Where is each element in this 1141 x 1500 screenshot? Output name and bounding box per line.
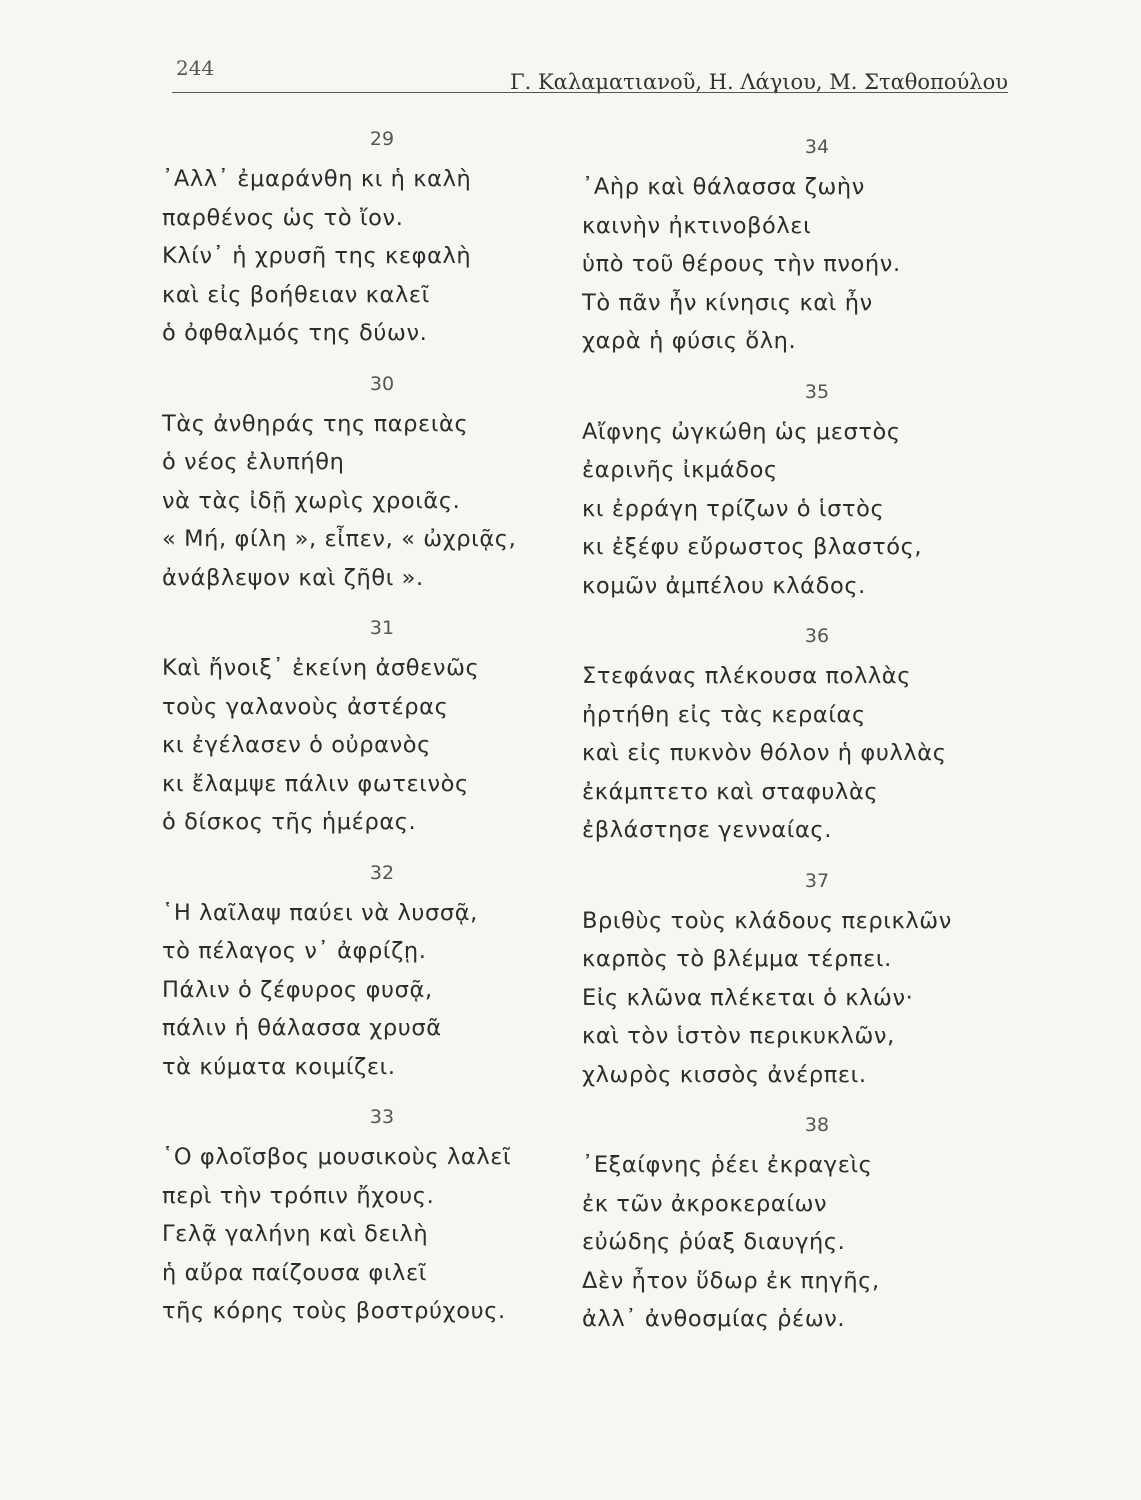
verse-line: ἐαρινῆς ἰκμάδος <box>582 457 778 483</box>
verse-line: Βριθὺς τοὺς κλάδους περικλῶν <box>582 907 952 934</box>
verse-line: ὁ δίσκος τῆς ἡμέρας. <box>162 809 417 835</box>
verse-line: Στεφάνας πλέκουσα πολλὰς <box>582 663 912 689</box>
verse-line: κι ἐξέφυ εὔρωστος βλαστός, <box>582 534 923 560</box>
verse-line: καὶ τὸν ἱστὸν περικυκλῶν, <box>582 1023 895 1049</box>
stanza-number: 31 <box>369 617 395 639</box>
verse-line: ῾Η λαῖλαψ παύει νὰ λυσσᾷ, <box>162 899 478 926</box>
verse-line: καινὴν ἠκτινοβόλει <box>582 212 812 239</box>
verse-line: εὐώδης ῥύαξ διαυγής. <box>582 1229 846 1255</box>
verse-line: κι ἐρράγη τρίζων ὁ ἱστὸς <box>582 495 885 522</box>
stanza-33 <box>162 1098 562 1331</box>
verse-line: κι ἔλαμψε πάλιν φωτεινὸς <box>162 770 469 797</box>
verse-line: Δὲν ἦτον ὕδωρ ἐκ πηγῆς, <box>582 1267 880 1294</box>
verse-line: τοὺς γαλανοὺς ἀστέρας <box>162 693 449 720</box>
verse-line: Εἰς κλῶνα πλέκεται ὁ κλών· <box>582 984 914 1011</box>
page-number: 244 <box>176 56 215 80</box>
verse-line: « Μή, φίλη », εἶπεν, « ὠχριᾷς, <box>162 526 517 552</box>
verse-line: ἀλλ᾿ ἀνθοσμίας ῥέων. <box>582 1306 846 1332</box>
verse-line: Κλίν᾿ ἡ χρυσῆ της κεφαλὴ <box>162 243 472 269</box>
verse-line: Γελᾷ γαλήνη καὶ δειλὴ <box>162 1221 429 1247</box>
verse-line: ἠρτήθη εἰς τὰς κεραίας <box>582 701 866 728</box>
stanza-29 <box>162 120 562 353</box>
verse-line: ᾿Αὴρ καὶ θάλασσα ζωὴν <box>582 174 865 200</box>
page-header <box>172 48 1012 94</box>
running-head: Γ. Καλαματιανοῦ, Η. Λάγιου, Μ. Σταθοπούλου <box>510 70 1008 94</box>
verse-line: ῾Ο φλοῖσβος μουσικοὺς λαλεῖ <box>162 1144 512 1170</box>
verse-line: χαρὰ ἡ φύσις ὅλη. <box>582 328 797 354</box>
verse-line: περὶ τὴν τρόπιν ἤχους. <box>162 1182 435 1209</box>
verse-line: ὁ νέος ἐλυπήθη <box>162 449 345 475</box>
stanza-number: 29 <box>369 128 395 150</box>
verse-line: καρπὸς τὸ βλέμμα τέρπει. <box>582 946 892 972</box>
verse-line: Πάλιν ὁ ζέφυρος φυσᾷ, <box>162 976 433 1003</box>
verse-line: ἡ αὔρα παίζουσα φιλεῖ <box>162 1259 427 1286</box>
verse-line: ἐκάμπτετο καὶ σταφυλὰς <box>582 778 879 805</box>
verse-line: ὑπὸ τοῦ θέρους τὴν πνοήν. <box>582 251 901 277</box>
verse-line: νὰ τὰς ἰδῇ χωρὶς χροιᾶς. <box>162 487 461 514</box>
verse-line: ἀνάβλεψον καὶ ζῆθι ». <box>162 564 424 591</box>
stanza-number: 37 <box>804 869 830 892</box>
verse-line: κι ἐγέλασεν ὁ οὐρανὸς <box>162 732 431 758</box>
verse-line: ὁ ὀφθαλμός της δύων. <box>162 320 428 346</box>
right-column <box>582 128 1012 1351</box>
left-column <box>162 120 562 1343</box>
verse-line: τὰ κύματα κοιμίζει. <box>162 1053 396 1080</box>
verse-line: παρθένος ὡς τὸ ἴον. <box>162 204 404 231</box>
verse-line: ᾿Εξαίφνης ῥέει ἐκραγεὶς <box>582 1152 873 1178</box>
stanza-35 <box>582 373 1012 606</box>
stanza-34 <box>582 128 1012 361</box>
stanza-38 <box>582 1106 1012 1339</box>
verse-line: τῆς κόρης τοὺς βοστρύχους. <box>162 1298 506 1324</box>
verse-line: ἐκ τῶν ἀκροκεραίων <box>582 1190 828 1217</box>
stanza-number: 32 <box>369 861 395 884</box>
stanza-number: 33 <box>369 1106 395 1128</box>
stanza-number: 38 <box>804 1114 830 1136</box>
header-rule <box>172 92 1008 93</box>
stanza-31 <box>162 609 562 842</box>
verse-line: χλωρὸς κισσὸς ἀνέρπει. <box>582 1061 867 1088</box>
stanza-number: 36 <box>804 625 830 647</box>
stanza-37 <box>582 862 1012 1095</box>
verse-line: καὶ εἰς πυκνὸν θόλον ἡ φυλλὰς <box>582 740 947 766</box>
stanza-32 <box>162 854 562 1087</box>
verse-line: πάλιν ἡ θάλασσα χρυσᾶ <box>162 1015 442 1041</box>
verse-line: ᾿Αλλ᾿ ἐμαράνθη κι ἡ καλὴ <box>162 166 472 192</box>
verse-line: Αἴφνης ὠγκώθη ὡς μεστὸς <box>582 418 901 445</box>
verse-line: τὸ πέλαγος ν᾿ ἀφρίζῃ. <box>162 938 427 964</box>
verse-line: Τὰς ἀνθηράς της παρειὰς <box>162 410 469 437</box>
stanza-number: 35 <box>804 380 830 403</box>
stanza-36 <box>582 617 1012 850</box>
verse-line: Καὶ ἤνοιξ᾿ ἐκείνη ἀσθενῶς <box>162 655 480 681</box>
verse-line: κομῶν ἀμπέλου κλάδος. <box>582 572 866 599</box>
verse-line: ἐβλάστησε γενναίας. <box>582 817 832 843</box>
stanza-number: 34 <box>804 136 830 158</box>
stanza-number: 30 <box>369 372 395 395</box>
stanza-30 <box>162 365 562 598</box>
verse-line: Τὸ πᾶν ἦν κίνησις καὶ ἦν <box>582 289 873 316</box>
verse-line: καὶ εἰς βοήθειαν καλεῖ <box>162 281 430 308</box>
